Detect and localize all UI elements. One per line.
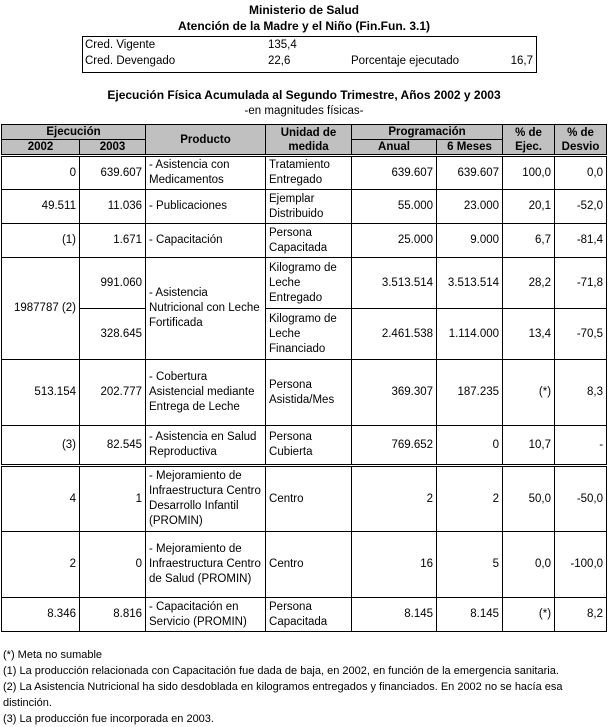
cell-anual: 369.307: [352, 360, 437, 426]
cell-pct-ejec: 6,7: [503, 224, 555, 258]
cell-anual: 639.607: [352, 156, 437, 190]
table-row: [2, 224, 607, 258]
cell-2003: 11.036: [80, 190, 146, 224]
cell-pct-desvio: -71,8: [555, 258, 607, 309]
cell-unidad: Persona Asistida/Mes: [266, 360, 352, 426]
cell-2002: (1): [2, 224, 80, 258]
cell-unidad: Persona Capacitada: [266, 224, 352, 258]
table-row: [2, 156, 607, 190]
cell-pct-desvio: -100,0: [555, 532, 607, 598]
table-row: [2, 190, 607, 224]
cell-anual: 16: [352, 532, 437, 598]
ministry-title: Ministerio de Salud: [248, 3, 359, 17]
program-title: Atención de la Madre y el Niño (Fin.Fun. 3.1): [177, 19, 431, 33]
cell-anual: 3.513.514: [352, 258, 437, 309]
table-row: [2, 466, 607, 532]
cell-2003: 82.545: [80, 426, 146, 466]
cell-2002: 1987787 (2): [2, 258, 80, 360]
cell-2003: 0: [80, 532, 146, 598]
cell-pct-desvio: -70,5: [555, 309, 607, 360]
porcentaje-ejecutado-value: 16,7: [510, 55, 533, 67]
cell-6-meses: 9.000: [437, 224, 503, 258]
cell-unidad: Persona Capacitada: [266, 598, 352, 632]
cell-2003: 1: [80, 466, 146, 532]
header-producto: Producto: [146, 125, 266, 156]
cell-2003: 991.060: [80, 258, 146, 309]
cell-unidad: Centro: [266, 466, 352, 532]
cell-unidad: Persona Cubierta: [266, 426, 352, 466]
cell-6-meses: 23.000: [437, 190, 503, 224]
cell-producto: - Asistencia en Salud Reproductiva: [146, 426, 266, 466]
cell-6-meses: 639.607: [437, 156, 503, 190]
table-row: [2, 360, 607, 426]
cell-unidad: Kilogramo de Leche Financiado: [266, 309, 352, 360]
cell-producto: - Asistencia con Medicamentos: [146, 156, 266, 190]
cell-2002: 0: [2, 156, 80, 190]
cell-2002: 4: [2, 466, 80, 532]
cell-2002: 2: [2, 532, 80, 598]
cell-anual: 8.145: [352, 598, 437, 632]
credito-devengado-label: Cred. Devengado: [85, 55, 176, 67]
cell-unidad: Kilogramo de Leche Entregado: [266, 258, 352, 309]
cell-pct-ejec: 13,4: [503, 309, 555, 360]
table-row: [2, 309, 607, 360]
cell-producto: - Capacitación en Servicio (PROMIN): [146, 598, 266, 632]
cell-pct-ejec: 0,0: [503, 532, 555, 598]
cell-producto: - Cobertura Asistencial mediante Entrega de Leche: [146, 360, 266, 426]
footnote: (1) La producción relacionada con Capacitación fue dada de baja, en 2002, en función de la emergencia sanitaria.: [3, 665, 559, 677]
cell-unidad: Centro: [266, 532, 352, 598]
footnote: (2) La Asistencia Nutricional ha sido desdoblada en kilogramos entregados y financiados. En 2002 no se hacía esa distinción.: [3, 681, 563, 709]
header-anual: Anual: [352, 140, 437, 156]
cell-pct-desvio: -: [555, 426, 607, 466]
section-subtitle: -en magnitudes físicas-: [244, 105, 364, 117]
cell-6-meses: 1.114.000: [437, 309, 503, 360]
porcentaje-ejecutado-label: Porcentaje ejecutado: [351, 55, 460, 67]
table-row: [2, 532, 607, 598]
cell-pct-ejec: 50,0: [503, 466, 555, 532]
cell-pct-ejec: 20,1: [503, 190, 555, 224]
cell-pct-ejec: 100,0: [503, 156, 555, 190]
cell-pct-ejec: (*): [503, 360, 555, 426]
cell-anual: 25.000: [352, 224, 437, 258]
cell-pct-desvio: -50,0: [555, 466, 607, 532]
header-2003: 2003: [80, 140, 146, 156]
cell-anual: 2.461.538: [352, 309, 437, 360]
cell-6-meses: 3.513.514: [437, 258, 503, 309]
cell-pct-ejec: 10,7: [503, 426, 555, 466]
credito-vigente-label: Cred. Vigente: [85, 39, 156, 51]
cell-unidad: Ejemplar Distribuido: [266, 190, 352, 224]
credito-devengado-value: 22,6: [268, 55, 291, 67]
cell-2003: 1.671: [80, 224, 146, 258]
cell-pct-desvio: 0,0: [555, 156, 607, 190]
cell-2003: 639.607: [80, 156, 146, 190]
cell-unidad: Tratamiento Entregado: [266, 156, 352, 190]
cell-6-meses: 187.235: [437, 360, 503, 426]
cell-2002: 513.154: [2, 360, 80, 426]
header-programacion: Programación: [352, 125, 503, 140]
footnotes: [3, 647, 603, 727]
header-2002: 2002: [2, 140, 80, 156]
cell-pct-ejec: 28,2: [503, 258, 555, 309]
cell-producto: - Mejoramiento de Infraestructura Centro de Salud (PROMIN): [146, 532, 266, 598]
cell-6-meses: 5: [437, 532, 503, 598]
cell-pct-desvio: 8,3: [555, 360, 607, 426]
section-title: Ejecución Física Acumulada al Segundo Trimestre, Años 2002 y 2003: [107, 88, 501, 102]
cell-pct-ejec: (*): [503, 598, 555, 632]
cell-anual: 769.652: [352, 426, 437, 466]
cell-producto: - Asistencia Nutricional con Leche Fortificada: [146, 258, 266, 360]
cell-6-meses: 2: [437, 466, 503, 532]
table-row: [2, 598, 607, 632]
cell-6-meses: 8.145: [437, 598, 503, 632]
credits-box: [82, 36, 537, 73]
table-row: [2, 426, 607, 466]
footnote: (*) Meta no sumable: [3, 649, 103, 661]
cell-pct-desvio: 8,2: [555, 598, 607, 632]
cell-producto: - Capacitación: [146, 224, 266, 258]
header-6-meses: 6 Meses: [437, 140, 503, 156]
cell-producto: - Publicaciones: [146, 190, 266, 224]
cell-6-meses: 0: [437, 426, 503, 466]
credito-vigente-value: 135,4: [268, 39, 297, 51]
header-ejecucion: Ejecución: [2, 125, 146, 140]
cell-2002: (3): [2, 426, 80, 466]
cell-2003: 202.777: [80, 360, 146, 426]
cell-pct-desvio: -52,0: [555, 190, 607, 224]
cell-2002: 49.511: [2, 190, 80, 224]
header-pct-desvio: % de Desvio: [555, 125, 607, 156]
cell-2002: 8.346: [2, 598, 80, 632]
cell-2003: 8.816: [80, 598, 146, 632]
execution-table: [1, 124, 607, 632]
cell-producto: - Mejoramiento de Infraestructura Centro Desarrollo Infantil (PROMIN): [146, 466, 266, 532]
footnote: (3) La producción fue incorporada en 2003.: [3, 713, 214, 725]
cell-anual: 55.000: [352, 190, 437, 224]
cell-pct-desvio: -81,4: [555, 224, 607, 258]
table-row: [2, 258, 607, 309]
header-unidad: Unidad de medida: [266, 125, 352, 156]
cell-anual: 2: [352, 466, 437, 532]
header-pct-ejec: % de Ejec.: [503, 125, 555, 156]
cell-2003: 328.645: [80, 309, 146, 360]
